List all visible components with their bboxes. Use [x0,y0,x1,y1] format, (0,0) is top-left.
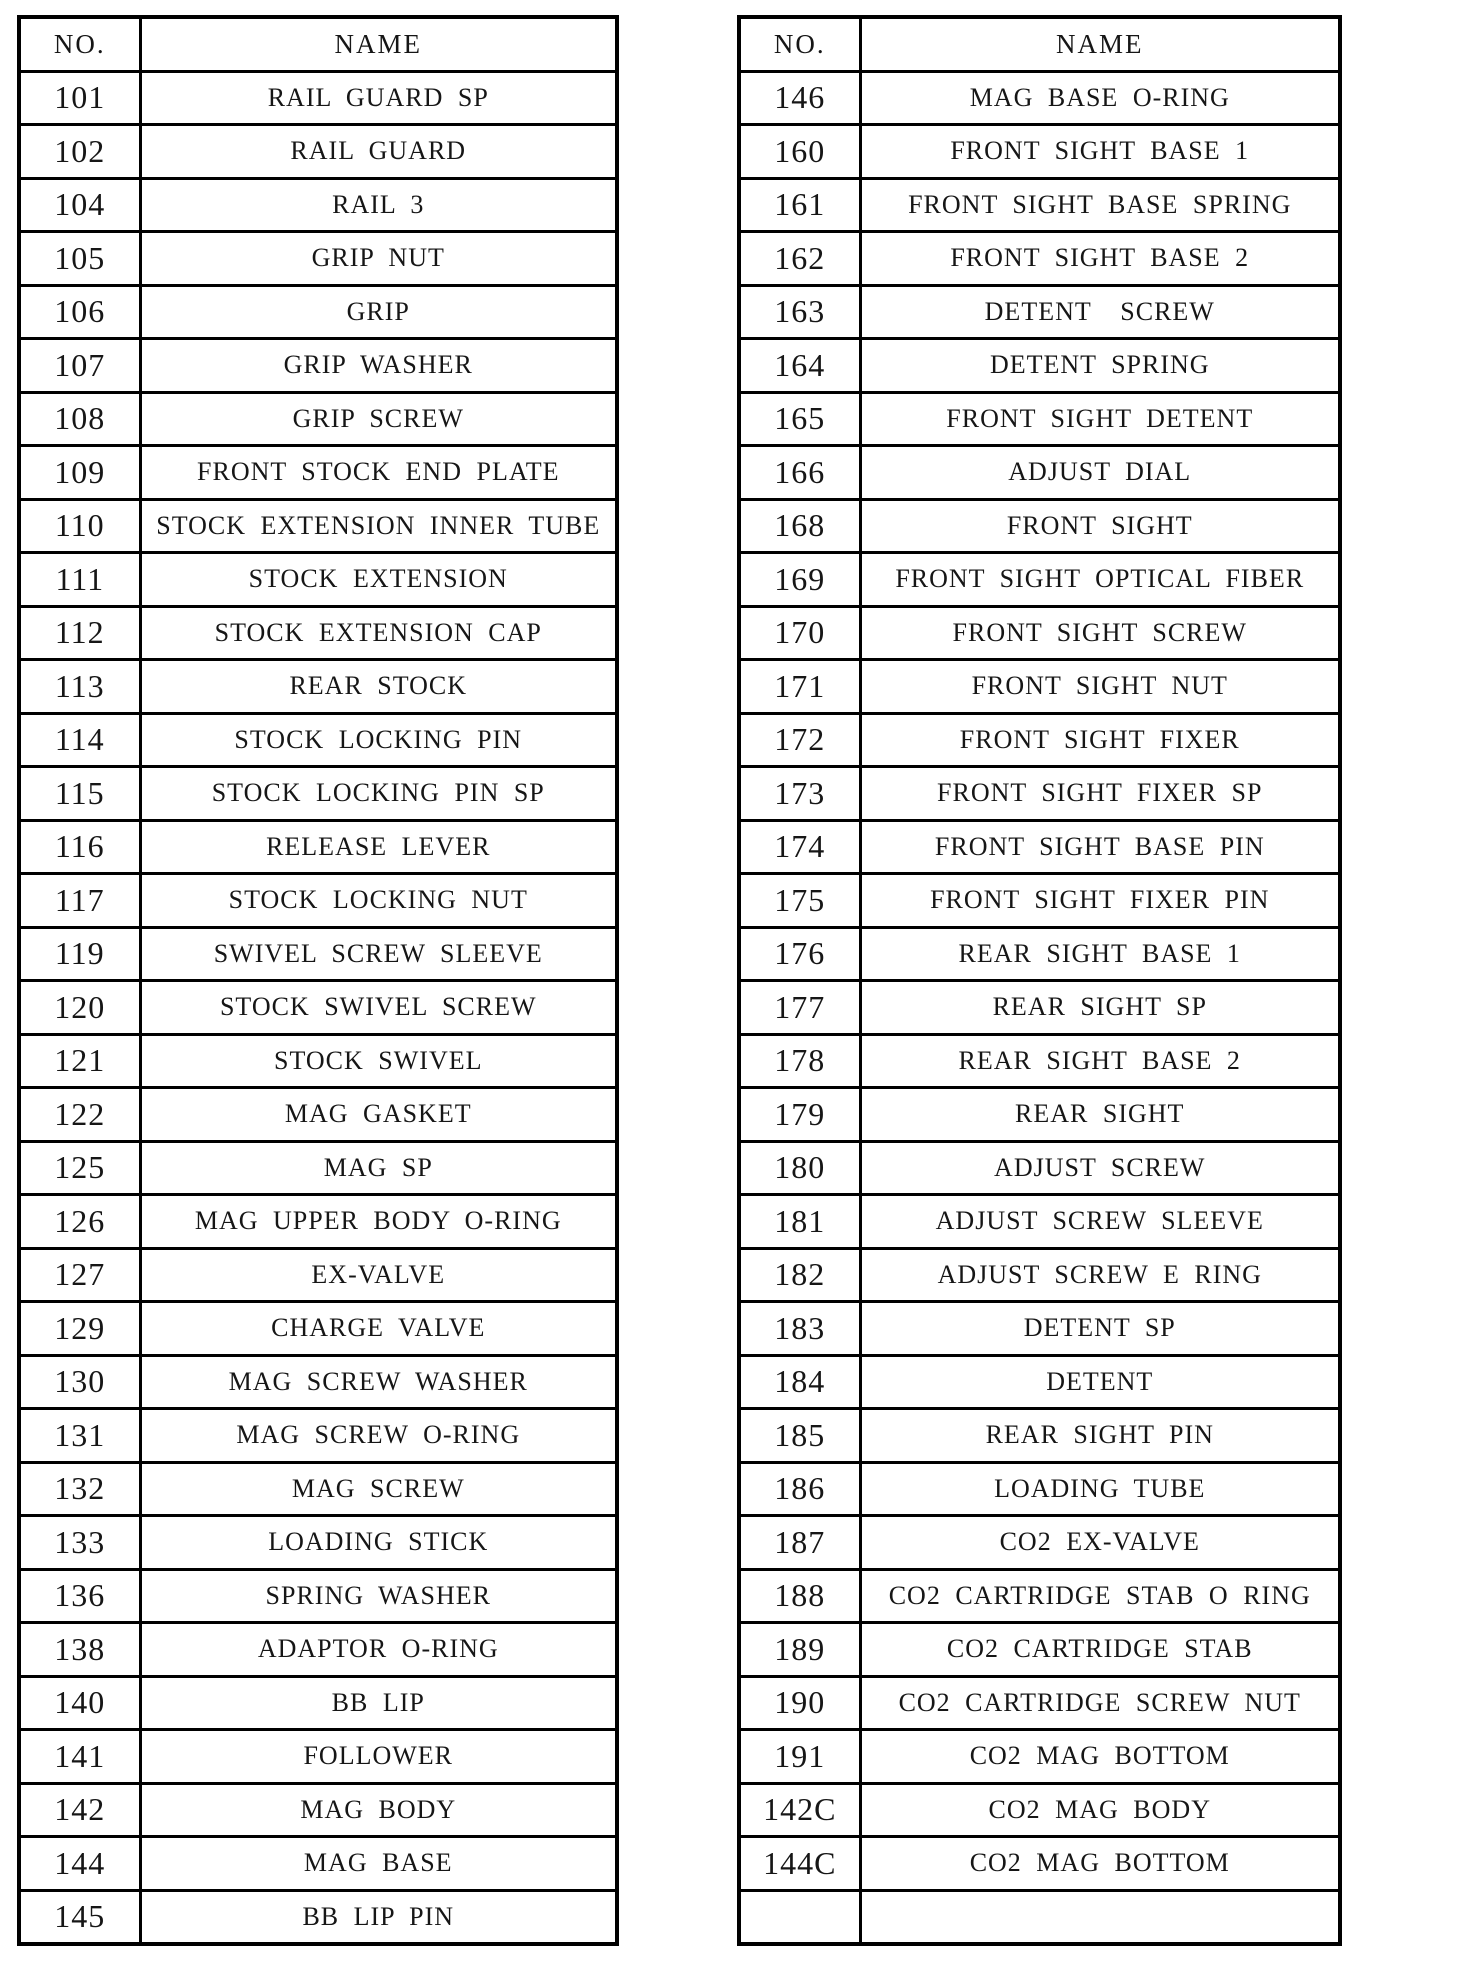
part-name-cell: REAR STOCK [140,660,617,714]
part-row [19,1569,617,1623]
part-row [19,1676,617,1730]
part-no-cell: 165 [739,392,860,446]
part-name-cell: DETENT SP [860,1302,1340,1356]
part-row [19,1195,617,1249]
part-name-cell: LOADING STICK [140,1516,617,1570]
part-no-cell: 106 [19,285,140,339]
part-name-cell: ADAPTOR O-RING [140,1623,617,1677]
part-name-cell: STOCK LOCKING PIN SP [140,767,617,821]
part-name-cell: EX-VALVE [140,1248,617,1302]
part-name-cell: FRONT SIGHT BASE 1 [860,125,1340,179]
name-column-header: NAME [140,17,617,71]
part-no-cell: 131 [19,1409,140,1463]
part-row [19,1462,617,1516]
part-row [19,1516,617,1570]
part-name-cell: STOCK SWIVEL [140,1034,617,1088]
part-no-cell: 172 [739,713,860,767]
part-name-cell: FRONT SIGHT FIXER PIN [860,874,1340,928]
part-name-cell: GRIP SCREW [140,392,617,446]
part-name-cell: REAR SIGHT BASE 1 [860,927,1340,981]
part-name-cell: STOCK EXTENSION [140,553,617,607]
part-no-cell: 146 [739,71,860,125]
part-no-cell: 174 [739,820,860,874]
part-name-cell: CHARGE VALVE [140,1302,617,1356]
parts-table-right-body [739,71,1340,1944]
part-no-cell: 160 [739,125,860,179]
part-row [19,981,617,1035]
part-no-cell: 121 [19,1034,140,1088]
part-no-cell: 184 [739,1355,860,1409]
part-name-cell: MAG BODY [140,1783,617,1837]
part-name-cell: CO2 MAG BOTTOM [860,1730,1340,1784]
part-name-cell: CO2 CARTRIDGE SCREW NUT [860,1676,1340,1730]
part-row [19,820,617,874]
parts-table-right [737,15,1342,1946]
part-no-cell: 114 [19,713,140,767]
part-no-cell: 178 [739,1034,860,1088]
part-row [19,499,617,553]
part-name-cell: CO2 CARTRIDGE STAB O RING [860,1569,1340,1623]
part-no-cell: 175 [739,874,860,928]
part-name-cell: STOCK LOCKING PIN [140,713,617,767]
part-name-cell: RELEASE LEVER [140,820,617,874]
part-no-cell: 168 [739,499,860,553]
part-name-cell: ADJUST DIAL [860,446,1340,500]
part-name-cell: ADJUST SCREW E RING [860,1248,1340,1302]
part-no-cell: 104 [19,178,140,232]
part-name-cell: FRONT SIGHT FIXER [860,713,1340,767]
part-name-cell: GRIP [140,285,617,339]
part-no-cell: 179 [739,1088,860,1142]
part-name-cell: RAIL 3 [140,178,617,232]
part-row [19,1730,617,1784]
part-no-cell: 105 [19,232,140,286]
part-no-cell: 129 [19,1302,140,1356]
part-name-cell: RAIL GUARD [140,125,617,179]
part-name-cell: MAG UPPER BODY O-RING [140,1195,617,1249]
part-no-cell: 127 [19,1248,140,1302]
part-name-cell: STOCK LOCKING NUT [140,874,617,928]
part-no-cell: 110 [19,499,140,553]
part-row [19,125,617,179]
part-no-cell: 161 [739,178,860,232]
header-row [739,17,1340,71]
part-row [739,1890,1340,1944]
part-row [739,1302,1340,1356]
part-row [19,1783,617,1837]
part-no-cell: 142C [739,1783,860,1837]
part-no-cell: 115 [19,767,140,821]
part-no-cell [739,1890,860,1944]
part-row [739,606,1340,660]
part-row [19,1837,617,1891]
part-no-cell: 138 [19,1623,140,1677]
part-name-cell: SWIVEL SCREW SLEEVE [140,927,617,981]
part-no-cell: 176 [739,927,860,981]
part-name-cell: BB LIP PIN [140,1890,617,1944]
part-no-cell: 185 [739,1409,860,1463]
part-name-cell: STOCK EXTENSION CAP [140,606,617,660]
part-row [739,178,1340,232]
part-row [739,232,1340,286]
part-row [19,1141,617,1195]
part-name-cell: RAIL GUARD SP [140,71,617,125]
name-column-header: NAME [860,17,1340,71]
part-name-cell: DETENT [860,1355,1340,1409]
part-no-cell: 171 [739,660,860,714]
part-no-cell: 125 [19,1141,140,1195]
part-row [739,1623,1340,1677]
part-no-cell: 186 [739,1462,860,1516]
part-no-cell: 117 [19,874,140,928]
part-no-cell: 140 [19,1676,140,1730]
part-no-cell: 189 [739,1623,860,1677]
part-no-cell: 188 [739,1569,860,1623]
part-name-cell: REAR SIGHT [860,1088,1340,1142]
part-no-cell: 181 [739,1195,860,1249]
part-row [739,71,1340,125]
part-no-cell: 145 [19,1890,140,1944]
part-row [739,392,1340,446]
header-row [19,17,617,71]
part-name-cell: ADJUST SCREW [860,1141,1340,1195]
no-column-header: NO. [19,17,140,71]
part-row [739,1462,1340,1516]
part-row [739,1783,1340,1837]
part-row [19,392,617,446]
no-column-header: NO. [739,17,860,71]
part-no-cell: 144C [739,1837,860,1891]
part-no-cell: 162 [739,232,860,286]
part-row [739,1730,1340,1784]
part-row [19,1034,617,1088]
part-no-cell: 113 [19,660,140,714]
part-no-cell: 173 [739,767,860,821]
part-row [19,606,617,660]
part-row [19,1088,617,1142]
part-name-cell: FRONT STOCK END PLATE [140,446,617,500]
part-no-cell: 111 [19,553,140,607]
part-row [19,1890,617,1944]
part-no-cell: 170 [739,606,860,660]
parts-table-left [17,15,619,1946]
part-row [739,820,1340,874]
part-name-cell: REAR SIGHT PIN [860,1409,1340,1463]
part-name-cell: FRONT SIGHT BASE SPRING [860,178,1340,232]
part-name-cell: MAG BASE [140,1837,617,1891]
part-no-cell: 190 [739,1676,860,1730]
part-name-cell: FRONT SIGHT NUT [860,660,1340,714]
part-row [19,1302,617,1356]
part-no-cell: 164 [739,339,860,393]
part-name-cell: LOADING TUBE [860,1462,1340,1516]
part-row [19,232,617,286]
part-row [19,1623,617,1677]
part-name-cell: FOLLOWER [140,1730,617,1784]
part-row [739,874,1340,928]
part-name-cell: FRONT SIGHT SCREW [860,606,1340,660]
part-name-cell: DETENT SPRING [860,339,1340,393]
part-no-cell: 126 [19,1195,140,1249]
part-row [19,713,617,767]
part-row [739,1088,1340,1142]
part-no-cell: 180 [739,1141,860,1195]
part-row [739,713,1340,767]
part-row [739,1355,1340,1409]
part-name-cell: DETENT SCREW [860,285,1340,339]
part-name-cell: MAG BASE O-RING [860,71,1340,125]
part-name-cell [860,1890,1340,1944]
part-no-cell: 136 [19,1569,140,1623]
part-name-cell: CO2 MAG BOTTOM [860,1837,1340,1891]
part-row [739,927,1340,981]
part-name-cell: MAG SP [140,1141,617,1195]
part-row [19,1355,617,1409]
part-row [739,446,1340,500]
part-name-cell: CO2 EX-VALVE [860,1516,1340,1570]
part-name-cell: MAG SCREW WASHER [140,1355,617,1409]
part-no-cell: 133 [19,1516,140,1570]
part-row [739,767,1340,821]
part-name-cell: FRONT SIGHT OPTICAL FIBER [860,553,1340,607]
part-row [19,285,617,339]
part-name-cell: GRIP NUT [140,232,617,286]
part-row [739,499,1340,553]
part-row [739,285,1340,339]
part-row [19,71,617,125]
part-no-cell: 101 [19,71,140,125]
part-no-cell: 163 [739,285,860,339]
part-name-cell: FRONT SIGHT [860,499,1340,553]
part-name-cell: GRIP WASHER [140,339,617,393]
part-no-cell: 112 [19,606,140,660]
parts-table-left-body [19,71,617,1944]
part-row [19,446,617,500]
part-name-cell: REAR SIGHT BASE 2 [860,1034,1340,1088]
part-no-cell: 122 [19,1088,140,1142]
part-row [19,927,617,981]
part-row [739,1034,1340,1088]
part-row [739,553,1340,607]
part-row [739,1837,1340,1891]
part-no-cell: 102 [19,125,140,179]
part-name-cell: FRONT SIGHT FIXER SP [860,767,1340,821]
part-no-cell: 130 [19,1355,140,1409]
part-row [19,767,617,821]
part-row [19,660,617,714]
part-no-cell: 182 [739,1248,860,1302]
part-no-cell: 108 [19,392,140,446]
part-row [739,339,1340,393]
part-row [739,981,1340,1035]
part-name-cell: FRONT SIGHT DETENT [860,392,1340,446]
part-row [739,1141,1340,1195]
part-name-cell: CO2 MAG BODY [860,1783,1340,1837]
part-row [19,178,617,232]
part-no-cell: 132 [19,1462,140,1516]
part-row [739,1516,1340,1570]
part-no-cell: 116 [19,820,140,874]
part-no-cell: 169 [739,553,860,607]
part-name-cell: STOCK SWIVEL SCREW [140,981,617,1035]
part-row [739,1676,1340,1730]
part-name-cell: MAG GASKET [140,1088,617,1142]
part-no-cell: 187 [739,1516,860,1570]
part-name-cell: STOCK EXTENSION INNER TUBE [140,499,617,553]
part-name-cell: BB LIP [140,1676,617,1730]
part-row [739,1248,1340,1302]
part-row [739,660,1340,714]
part-row [19,1248,617,1302]
part-row [19,339,617,393]
part-no-cell: 107 [19,339,140,393]
part-name-cell: FRONT SIGHT BASE 2 [860,232,1340,286]
part-no-cell: 120 [19,981,140,1035]
part-name-cell: FRONT SIGHT BASE PIN [860,820,1340,874]
part-row [19,553,617,607]
part-row [739,1195,1340,1249]
part-no-cell: 119 [19,927,140,981]
part-no-cell: 144 [19,1837,140,1891]
part-name-cell: MAG SCREW [140,1462,617,1516]
part-no-cell: 191 [739,1730,860,1784]
part-name-cell: SPRING WASHER [140,1569,617,1623]
part-no-cell: 166 [739,446,860,500]
part-row [739,125,1340,179]
part-name-cell: ADJUST SCREW SLEEVE [860,1195,1340,1249]
part-row [739,1569,1340,1623]
part-row [19,1409,617,1463]
part-name-cell: REAR SIGHT SP [860,981,1340,1035]
part-row [19,874,617,928]
part-no-cell: 141 [19,1730,140,1784]
part-name-cell: MAG SCREW O-RING [140,1409,617,1463]
part-no-cell: 142 [19,1783,140,1837]
part-no-cell: 177 [739,981,860,1035]
part-no-cell: 109 [19,446,140,500]
part-row [739,1409,1340,1463]
part-name-cell: CO2 CARTRIDGE STAB [860,1623,1340,1677]
part-no-cell: 183 [739,1302,860,1356]
